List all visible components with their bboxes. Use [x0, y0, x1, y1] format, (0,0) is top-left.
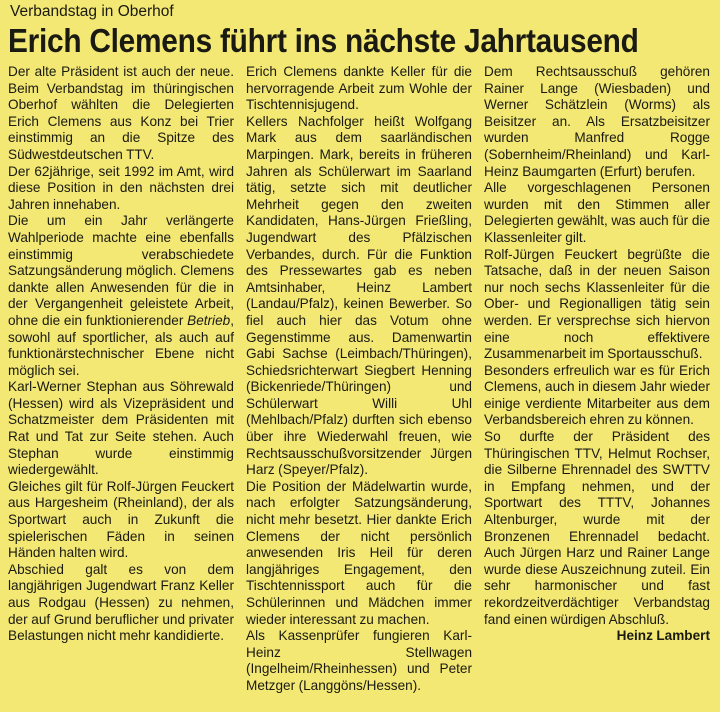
column-2: [246, 64, 472, 695]
paragraph: Alle vorgeschlagenen Personen wurden mit den Stimmen aller Delegierten gewählt, was auch für die Klassenleiter gilt.: [484, 180, 710, 245]
author-byline: Heinz Lambert: [616, 628, 710, 644]
paragraph: Dem Rechtsausschuß gehören Rainer Lange (Wiesbaden) und Werner Schätzlein (Worms) als Beisitzer an. Als Ersatzbeisitzer wurden Manfred Rogge (Sobernheim/Rheinland) und Karl-Heinz Baumgarten (Erfurt) berufen.: [484, 64, 710, 179]
paragraph: [484, 429, 710, 644]
paragraph: Besonders erfreulich war es für Erich Clemens, auch in diesem Jahr wieder einige verdiente Mitarbeiter aus dem Verbandsbereich ehren zu können.: [484, 362, 710, 428]
column-1: [8, 64, 234, 695]
paragraph: Abschied galt es von dem langjährigen Jugendwart Franz Keller aus Rodgau (Hessen) zu nehmen, der auf Grund beruflicher und privater Belastungen nicht mehr kandidierte.: [8, 561, 234, 644]
paragraph: Rolf-Jürgen Feuckert begrüßte die Tatsache, daß in der neuen Saison nur noch sechs Klassenleiter für die Ober- und Regionalligen tätig sein werden. Er versprechse sich hiervon eine noch effektivere Zusammenarbeit im Sportausschuß.: [484, 246, 710, 362]
emphasis: Betrieb: [187, 312, 231, 328]
paragraph: Gleiches gilt für Rolf-Jürgen Feuckert aus Hargesheim (Rheinland), der als Sportwart auch in Zukunft die spielerischen Fäden in seinen Händen halten wird.: [8, 478, 234, 561]
column-3: [484, 64, 710, 695]
headline: Erich Clemens führt ins nächste Jahrtausend: [8, 22, 639, 59]
paragraph: Die Position der Mädelwartin wurde, nach erfolgter Satzungsänderung, nicht mehr besetzt. Hier dankte Erich Clemens der nicht persönlich anwesenden Iris Heil für deren langjähriges Engagement, den Tischtennissport auch für die Schülerinnen und Mädchen immer wieder interessant zu machen.: [246, 478, 472, 627]
text-run: Die um ein Jahr verlängerte Wahlperiode machte eine ebenfalls einstimmig verabschiedete Satzungsänderung möglich. Clemens dankte allen Anwesenden für die in der Vergangenheit geleistete Arbeit, ohne die ein funktionierender: [8, 213, 234, 328]
article-body: [8, 64, 710, 695]
kicker: Verbandstag in Oberhof: [10, 3, 174, 20]
paragraph: Karl-Werner Stephan aus Söhrewald (Hessen) wird als Vizepräsident und Schatzmeister dem Präsidenten mit Rat und Tat zur Seite stehen. Auch Stephan wurde einstimmig wiedergewählt.: [8, 379, 234, 478]
paragraph: Der alte Präsident ist auch der neue. Beim Verbandstag im thüringischen Oberhof wählten die Delegierten Erich Clemens aus Konz bei Trier einstimmig an die Spitze des Südwestdeutschen TTV.: [8, 64, 234, 162]
paragraph: Als Kassenprüfer fungieren Karl-Heinz Stellwagen (Ingelheim/Rheinhessen) und Peter Metzger (Langgöns/Hessen).: [246, 628, 472, 693]
paragraph: Erich Clemens dankte Keller für die hervorragende Arbeit zum Wohle der Tischtennisjugend.: [246, 64, 472, 113]
text-run: , sowohl auf sportlicher, als auch auf funktionärstechnischer Ebene nicht möglich sei.: [8, 312, 234, 378]
text-run: So durfte der Präsident des Thüringischen TTV, Helmut Rochser, die Silberne Ehrennadel des SWTTV in Empfang nehmen, und der Sportwart des TTTV, Johannes Altenburger, wurde mit der Bronzenen Ehrennadel bedacht. Auch Jürgen Harz und Rainer Lange wurde diese Auszeichnung zuteil. Ein sehr harmonischer und fast rekordzeitverdächtiger Verbandstag fand einen würdigen Abschluß.: [484, 429, 710, 627]
paragraph: Der 62jährige, seit 1992 im Amt, wird diese Position in den nächsten drei Jahren innehaben.: [8, 163, 234, 212]
paragraph: [8, 213, 234, 379]
paragraph: Kellers Nachfolger heißt Wolfgang Mark aus dem saarländischen Marpingen. Mark, bereits in früheren Jahren als Schülerwart im Saarland tätig, setzte sich mit deutlicher Mehrheit gegen den zweiten Kandidaten, Hans-Jürgen Frießling, Jugendwart des Pfälzischen Verbandes, durch. Für die Funktion des Pressewartes gab es neben Amtsinhaber, Heinz Lambert (Landau/Pfalz), keinen Bewerber. So fiel auch hier das Votum ohne Gegenstimme aus. Damenwartin Gabi Sachse (Leimbach/Thüringen), Schiedsrichterwart Siegbert Henning (Bickenriede/Thüringen) und Schülerwart Willi Uhl (Mehlbach/Pfalz) durften sich ebenso über ihre Wiederwahl freuen, wie Rechtsausschußvorsitzender Jürgen Harz (Speyer/Pfalz).: [246, 113, 472, 478]
